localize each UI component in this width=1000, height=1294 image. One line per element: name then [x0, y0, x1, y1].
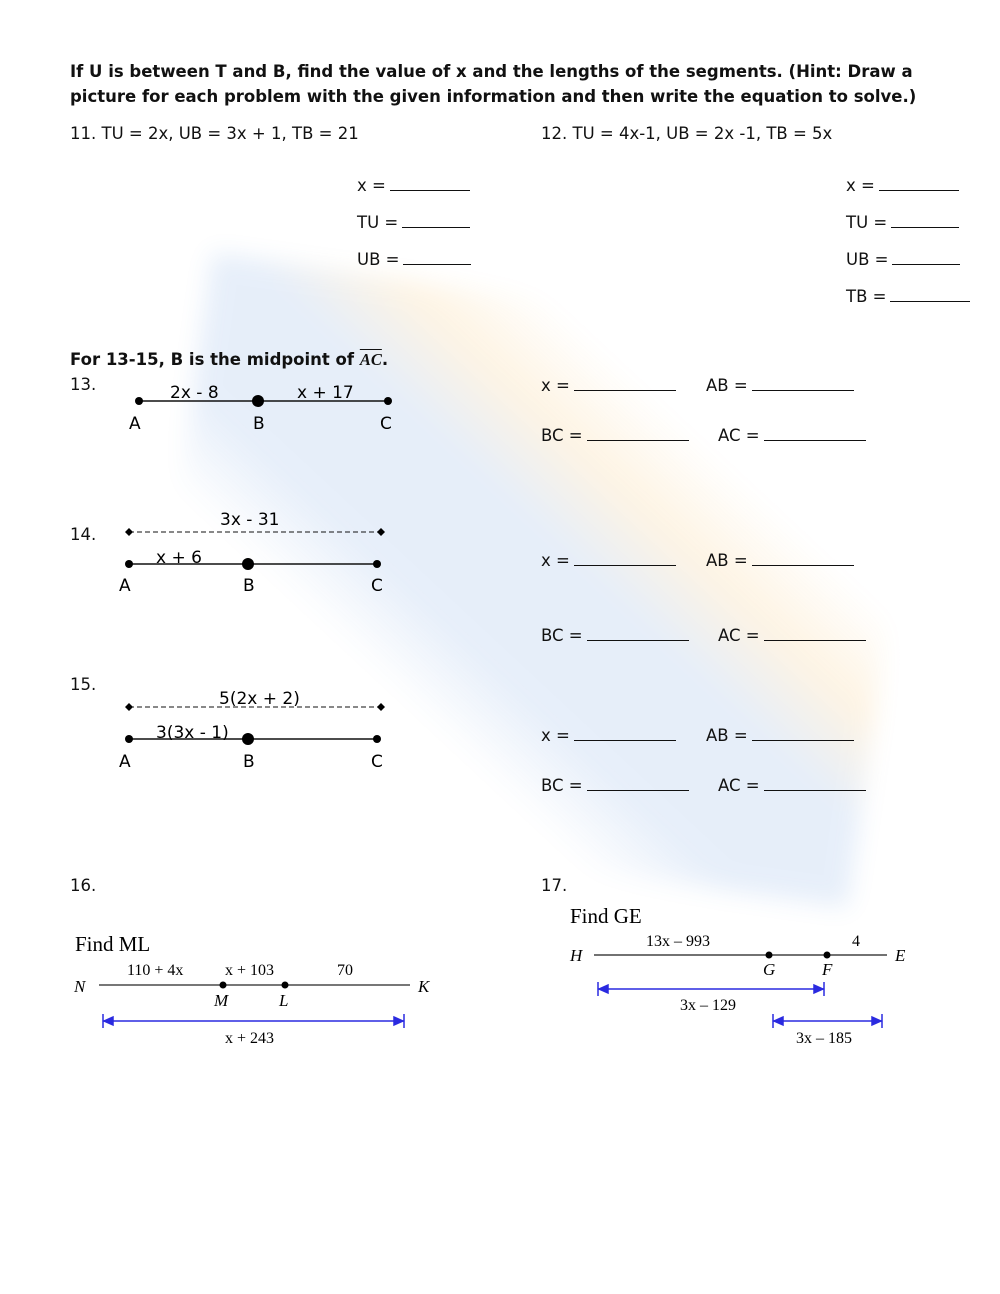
label: x = — [357, 176, 386, 195]
point-k-label: K — [418, 977, 430, 996]
label-fe: 4 — [852, 933, 860, 950]
point-l-label: L — [279, 991, 289, 1010]
segment-ac: $\overline{AC}$ — [359, 350, 382, 369]
problem-15-number: 15. — [70, 675, 97, 694]
point-f-label: F — [822, 960, 833, 979]
label: x = — [541, 726, 570, 745]
point-g — [766, 952, 773, 959]
problem-12-label: 12. TU = 4x-1, UB = 2x -1, TB = 5x — [541, 124, 833, 143]
point-b-label: B — [253, 414, 265, 434]
diagram-title: Find GE — [570, 904, 642, 928]
point-b-label: B — [243, 576, 255, 596]
point-b-label: B — [243, 752, 255, 772]
point-c — [373, 560, 381, 568]
label-ac: 3x - 31 — [220, 510, 280, 530]
instructions-line-1: If U is between T and B, find the value of x and the lengths of the segments. (Hint: Draw a — [70, 62, 913, 81]
label-ab: 3(3x - 1) — [156, 723, 229, 743]
point-c-label: C — [371, 752, 383, 772]
problem-13-number: 13. — [70, 375, 97, 394]
label: AC = — [718, 626, 760, 645]
problem-17-number: 17. — [541, 876, 568, 895]
period: . — [381, 350, 389, 369]
label-hg: 13x – 993 — [646, 933, 710, 950]
label-nm: 110 + 4x — [127, 962, 184, 979]
label: AB = — [706, 726, 748, 745]
label: UB = — [846, 250, 889, 269]
label: BC = — [541, 626, 583, 645]
label-ac: 5(2x + 2) — [219, 689, 300, 709]
point-f — [824, 952, 831, 959]
point-b — [252, 395, 264, 407]
point-b — [242, 733, 254, 745]
point-a-label: A — [119, 752, 131, 772]
measure-arrow-nk — [103, 1014, 404, 1028]
label: BC = — [541, 426, 583, 445]
point-a — [135, 397, 143, 405]
problem-11-label: 11. TU = 2x, UB = 3x + 1, TB = 21 — [70, 124, 359, 143]
point-a-label: A — [129, 414, 141, 434]
diagram-17 — [569, 904, 906, 1047]
label-bc: x + 17 — [297, 383, 354, 403]
point-n-label: N — [74, 977, 86, 996]
label: x = — [846, 176, 875, 195]
label: TU = — [846, 213, 888, 232]
point-a — [125, 560, 133, 568]
label: AC = — [718, 426, 760, 445]
diagram-title: Find ML — [75, 932, 151, 956]
point-m — [220, 982, 227, 989]
label: AB = — [706, 551, 748, 570]
label-ml: x + 103 — [225, 962, 275, 979]
point-c-label: C — [371, 576, 383, 596]
point-c — [373, 735, 381, 743]
point-a — [125, 735, 133, 743]
label-ab: 2x - 8 — [170, 383, 219, 403]
label: x = — [541, 551, 570, 570]
point-h-label: H — [570, 946, 583, 965]
diagram-13 — [129, 383, 392, 434]
diagram-16 — [73, 932, 431, 1047]
label: AB = — [706, 376, 748, 395]
instructions-line-2: picture for each problem with the given information and then write the equation to solve.) — [70, 87, 917, 106]
label-ab: x + 6 — [156, 548, 202, 568]
point-l — [282, 982, 289, 989]
measure-arrow-ge — [773, 1014, 882, 1028]
label: BC = — [541, 776, 583, 795]
label-nk: x + 243 — [225, 1030, 275, 1047]
diagram-14 — [119, 510, 385, 596]
point-e-label: E — [895, 946, 906, 965]
label-ge: 3x – 185 — [796, 1030, 852, 1047]
heading-text: For 13-15, B is the midpoint of — [70, 350, 360, 369]
label: UB = — [357, 250, 400, 269]
problem-16-number: 16. — [70, 876, 97, 895]
point-a-label: A — [119, 576, 131, 596]
point-c — [384, 397, 392, 405]
point-c-label: C — [380, 414, 392, 434]
label: TU = — [357, 213, 399, 232]
label: TB = — [846, 287, 887, 306]
measure-arrow-hf — [598, 982, 824, 996]
problem-14-number: 14. — [70, 525, 97, 544]
label: AC = — [718, 776, 760, 795]
label-hf: 3x – 129 — [680, 997, 736, 1014]
point-m-label: M — [214, 991, 229, 1010]
label-lk: 70 — [337, 962, 353, 979]
point-g-label: G — [763, 960, 776, 979]
label: x = — [541, 376, 570, 395]
diagram-15 — [119, 689, 385, 772]
point-b — [242, 558, 254, 570]
